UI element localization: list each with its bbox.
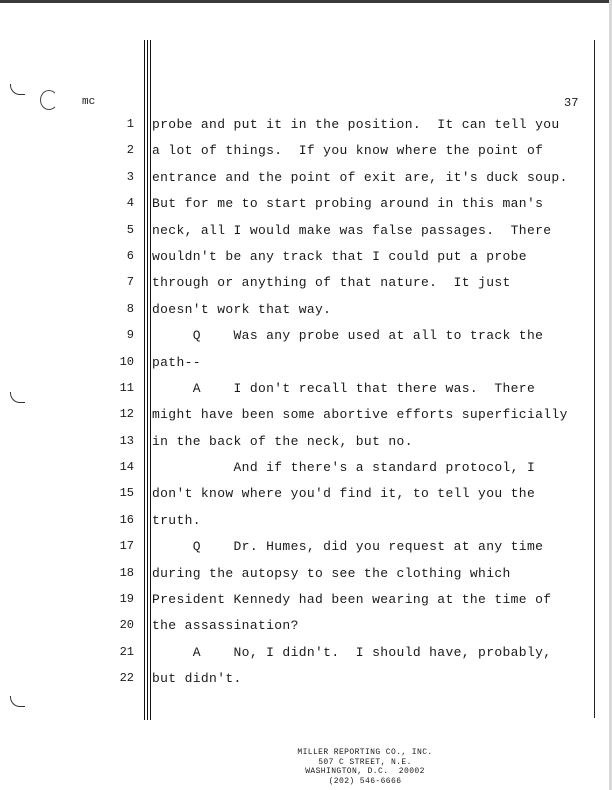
line-number: 12	[119, 407, 134, 422]
transcript-line	[0, 220, 612, 246]
line-text: President Kennedy had been wearing at the time of	[152, 592, 552, 608]
transcript-line	[0, 378, 612, 404]
transcript-line	[0, 272, 612, 298]
line-text: A I don't recall that there was. There	[152, 380, 536, 396]
line-number: 15	[119, 486, 134, 501]
line-text: path--	[152, 354, 201, 370]
reporting-company-footer	[260, 748, 470, 786]
line-text: entrance and the point of exit are, it's duck soup.	[152, 169, 568, 185]
transcript-line	[0, 668, 612, 694]
line-number: 20	[119, 618, 134, 633]
line-text: wouldn't be any track that I could put a probe	[152, 248, 527, 264]
transcript-line	[0, 140, 612, 166]
line-number: 13	[119, 433, 134, 448]
line-text: But for me to start probing around in this man's	[152, 196, 544, 212]
transcript-line	[0, 167, 612, 193]
line-text: a lot of things. If you know where the point of	[152, 143, 544, 159]
footer-phone: (202) 546-6666	[328, 776, 402, 786]
line-number: 8	[126, 301, 134, 316]
transcript-line	[0, 114, 612, 140]
scan-artifact-mark	[40, 90, 58, 110]
line-text: Q Was any probe used at all to track the	[152, 328, 544, 344]
line-number: 4	[126, 196, 134, 211]
line-text: during the autopsy to see the clothing which	[152, 565, 511, 581]
line-text: A No, I didn't. I should have, probably,	[152, 644, 552, 660]
transcript-line	[0, 246, 612, 272]
page-number: 37	[564, 96, 579, 110]
line-number: 11	[119, 380, 134, 395]
transcript-line	[0, 193, 612, 219]
line-number: 19	[119, 592, 134, 607]
footer-company-name: MILLER REPORTING CO., INC.	[297, 748, 433, 757]
line-text: the assassination?	[152, 618, 299, 634]
transcript-line	[0, 299, 612, 325]
line-number: 6	[126, 248, 134, 263]
line-number: 21	[119, 644, 134, 659]
line-number: 5	[126, 222, 134, 237]
line-text: doesn't work that way.	[152, 301, 332, 317]
transcript-line	[0, 536, 612, 562]
line-number: 22	[119, 671, 134, 686]
line-number: 14	[119, 460, 134, 475]
transcript-body	[0, 114, 612, 695]
reporter-initials: mc	[82, 96, 96, 108]
line-number: 16	[119, 512, 134, 527]
line-text: through or anything of that nature. It just	[152, 275, 511, 291]
line-text: And if there's a standard protocol, I	[152, 460, 536, 476]
hole-punch-mark	[10, 84, 25, 95]
line-text: don't know where you'd find it, to tell you the	[152, 486, 536, 502]
line-text: might have been some abortive efforts superficially	[152, 407, 568, 423]
line-text: in the back of the neck, but no.	[152, 433, 413, 449]
transcript-line	[0, 642, 612, 668]
line-text: Q Dr. Humes, did you request at any time	[152, 539, 544, 555]
transcript-line	[0, 431, 612, 457]
transcript-line	[0, 325, 612, 351]
transcript-line	[0, 352, 612, 378]
hole-punch-mark	[10, 696, 25, 707]
transcript-line	[0, 404, 612, 430]
transcript-line	[0, 510, 612, 536]
line-text: truth.	[152, 512, 201, 528]
transcript-line	[0, 563, 612, 589]
line-number: 7	[126, 275, 134, 290]
footer-city: WASHINGTON, D.C. 20002	[305, 767, 425, 776]
line-number: 9	[126, 328, 134, 343]
line-number: 17	[119, 539, 134, 554]
transcript-line	[0, 589, 612, 615]
footer-street-address: 507 C STREET, N.E.	[318, 757, 412, 767]
transcript-line	[0, 483, 612, 509]
line-number: 1	[126, 117, 134, 131]
line-text: probe and put it in the position. It can tell you	[152, 117, 560, 132]
transcript-line	[0, 457, 612, 483]
line-number: 2	[126, 143, 134, 158]
line-text: but didn't.	[152, 671, 242, 687]
transcript-line	[0, 615, 612, 641]
line-text: neck, all I would make was false passages. There	[152, 222, 552, 238]
line-number: 18	[119, 565, 134, 580]
page-top-edge	[0, 0, 612, 3]
line-number: 3	[126, 169, 134, 184]
line-number: 10	[119, 354, 134, 369]
